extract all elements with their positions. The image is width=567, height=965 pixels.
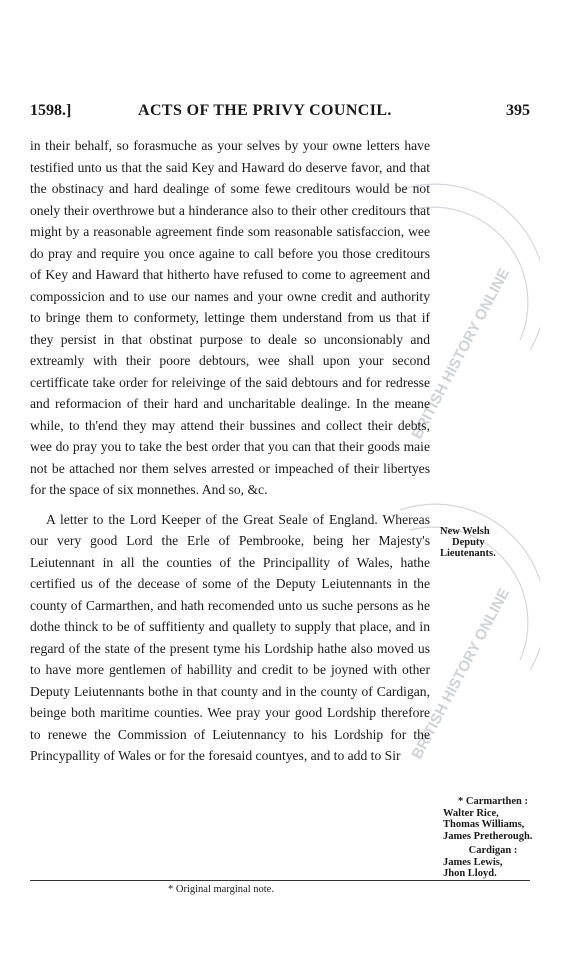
main-text xyxy=(30,135,430,767)
page-number: 395 xyxy=(506,102,530,119)
name-line: James Lewis, xyxy=(443,856,503,868)
margin-note-line: Deputy xyxy=(452,537,485,548)
header-title: ACTS OF THE PRIVY COUNCIL. xyxy=(138,102,392,119)
header-year: 1598.] xyxy=(30,102,72,119)
paragraph-letter: A letter to the Lord Keeper of the Great Seale of England. Whereas our very good Lord the Erle of Pembrooke, being her Majesty's Leiutennant in all the counties of the Principallity of Wales, hathe certified us of the decease of some of the Deputy Leiutennants in the county of Carmarthen, and hath recomended unto us suche persons as he dothe thinck to be of suffitienty and quallety to supply that place, and in regard of the state of the present tyme his Lordship hathe also moved us to have more gentlemen of habillity and credit to be joyned with other Deputy Leiutennants bothe in that county and in the county of Cardigan, beinge both maritime counties. Wee pray your good Lordship therefore to renewe the Commission of Leiutennancy to his Lordship for the Princypallity of Wales or for the foresaid countyes, and to add to Sir xyxy=(30,511,430,763)
footnote-rule xyxy=(30,880,530,881)
name-line: Thomas Williams, xyxy=(443,819,525,830)
paragraph-continuation: in their behalf, so forasmuche as your selves by your owne letters have testified unto us that the said Key and Haward do deserve favor, and that the obstinacy and hard dealinge of some fewe creditours would be not onely their overthrowe but a hinderance also to their other creditours that might by a reasonable agreement finde som reasonable satisfaccion, wee do pray and require you once againe to call before you those creditours of Key and Haward that hitherto have refused to come to agreement and compossicion and to use our names and your owne credit and authority to bringe them to conformety, lettinge them understand from us that if they persist in that obstinat purpose to deale so unconsionably and extreamly with their poore debtours, wee shall upon your second certifficate take order for releivinge of the said debtours and for redresse and reformacion of their hard and uncharitable dealinge. In the meane while, to th'end they may attend their bussines and collect their debts, wee do pray you to take the best order that you can that their goods maie not be attached nor them selves arrested or impeached of their libertyes for the space of six monnethes. And so, &c. xyxy=(30,138,430,497)
name-line: James Pretherough. xyxy=(443,830,533,842)
carmarthen-heading: * Carmarthen : xyxy=(458,796,528,807)
cardigan-heading: Cardigan : xyxy=(468,845,518,856)
running-header xyxy=(30,102,530,126)
name-line: Jhon Lloyd. xyxy=(443,868,497,879)
margin-note-names xyxy=(440,796,560,880)
watermark-text-lower: BRITISH HISTORY ONLINE xyxy=(408,585,514,762)
watermark-text-upper: BRITISH HISTORY ONLINE xyxy=(408,265,514,442)
name-line: Walter Rice, xyxy=(443,807,499,819)
footnote: * Original marginal note. xyxy=(168,884,274,895)
margin-note-subject xyxy=(440,526,540,559)
margin-note-line: Lieutenants. xyxy=(440,548,496,559)
margin-note-line: New Welsh xyxy=(440,526,490,537)
